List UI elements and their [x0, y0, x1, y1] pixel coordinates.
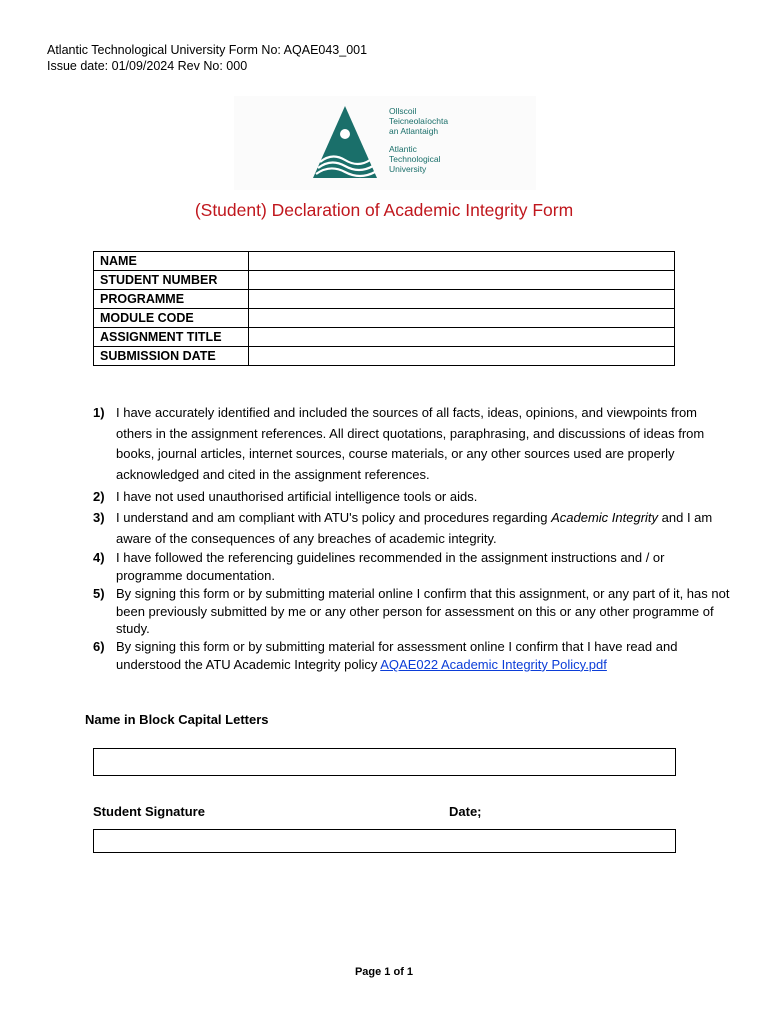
declaration-text: I have not used unauthorised artificial intelligence tools or aids.	[116, 489, 478, 505]
field-input-student-number[interactable]	[249, 271, 675, 290]
field-label-submission-date: SUBMISSION DATE	[94, 347, 249, 366]
atu-logo	[234, 96, 536, 190]
field-input-programme[interactable]	[249, 290, 675, 309]
declaration-list	[93, 403, 733, 674]
form-title: (Student) Declaration of Academic Integrity Form	[194, 200, 574, 220]
table-row	[94, 309, 675, 328]
atu-logo-mark-icon	[310, 104, 380, 180]
declaration-text: I have accurately identified and included the sources of all facts, ideas, opinions, and viewpoints from others in the assignment references. All direct quotations, paraphrasing, and discussions of ideas from books, journal articles, internet sources, course materials, or any other sources used are properly acknowledged and cited in the assignment references.	[116, 405, 705, 482]
field-input-name[interactable]	[249, 252, 675, 271]
list-item: 1) I have accurately identified and included the sources of all facts, ideas, opinions, and viewpoints from others in the assignment references. All direct quotations, paraphrasing, and discussions of ideas from books, journal articles, internet sources, course materials, or any other sources used are properly acknowledged and cited in the assignment references.	[93, 405, 705, 482]
field-input-assignment-title[interactable]	[249, 328, 675, 347]
table-row	[94, 252, 675, 271]
field-label-student-number: STUDENT NUMBER	[94, 271, 249, 290]
issue-date-line: Issue date: 01/09/2024 Rev No: 000	[47, 59, 248, 73]
policy-link[interactable]: AQAE022 Academic Integrity Policy.pdf	[380, 656, 607, 672]
field-label-name: NAME	[94, 252, 249, 271]
table-row	[94, 290, 675, 309]
name-block-capitals-label: Name in Block Capital Letters	[85, 712, 269, 727]
field-label-programme: PROGRAMME	[94, 290, 249, 309]
signature-date-field[interactable]	[93, 829, 676, 853]
declaration-text: I have followed the referencing guidelines recommended in the assignment instructions and / or programme documentation.	[116, 550, 665, 583]
list-item: 4) I have followed the referencing guidelines recommended in the assignment instructions and / or programme documentation.	[93, 550, 665, 583]
declaration-text: I understand and am compliant with ATU's policy and procedures regarding Academic Integrity and I am aware of the consequences of any breaches of academic integrity.	[116, 509, 713, 546]
declaration-text: By signing this form or by submitting material for assessment online I confirm that I have read and understood the ATU Academic Integrity policy AQAE022 Academic Integrity Policy.pdf	[116, 639, 678, 672]
form-number-line: Atlantic Technological University Form No: AQAE043_001	[47, 43, 368, 57]
page-number: Page 1 of 1	[354, 966, 414, 978]
date-label: Date;	[449, 804, 482, 819]
list-item: 6) By signing this form or by submitting material for assessment online I confirm that I have read and understood the ATU Academic Integrity policy AQAE022 Academic Integrity Policy.pdf	[93, 639, 678, 672]
list-item: 2) I have not used unauthorised artificial intelligence tools or aids.	[93, 489, 478, 505]
table-row	[94, 271, 675, 290]
table-row	[94, 328, 675, 347]
field-input-module-code[interactable]	[249, 309, 675, 328]
table-row	[94, 347, 675, 366]
declaration-text: By signing this form or by submitting material online I confirm that this assignment, or any part of it, has not been previously submitted by me or any other person for assessment on this or any other programme of study.	[116, 585, 730, 637]
list-item: 3) I understand and am compliant with ATU's policy and procedures regarding Academic Integrity and I am aware of the consequences of any breaches of academic integrity.	[93, 509, 713, 546]
field-label-module-code: MODULE CODE	[94, 309, 249, 328]
student-info-table	[93, 251, 675, 366]
list-item: 5) By signing this form or by submitting material online I confirm that this assignment, or any part of it, has not been previously submitted by me or any other person for assessment on this or any other programme of study.	[93, 585, 730, 637]
student-signature-label: Student Signature	[93, 804, 205, 819]
document-header	[47, 42, 367, 74]
field-input-submission-date[interactable]	[249, 347, 675, 366]
name-block-capitals-field[interactable]	[93, 748, 676, 776]
logo-wordmark: Ollscoil Teicneolaíochta an Atlantaigh Atlantic Technological University	[389, 106, 449, 174]
field-label-assignment-title: ASSIGNMENT TITLE	[94, 328, 249, 347]
